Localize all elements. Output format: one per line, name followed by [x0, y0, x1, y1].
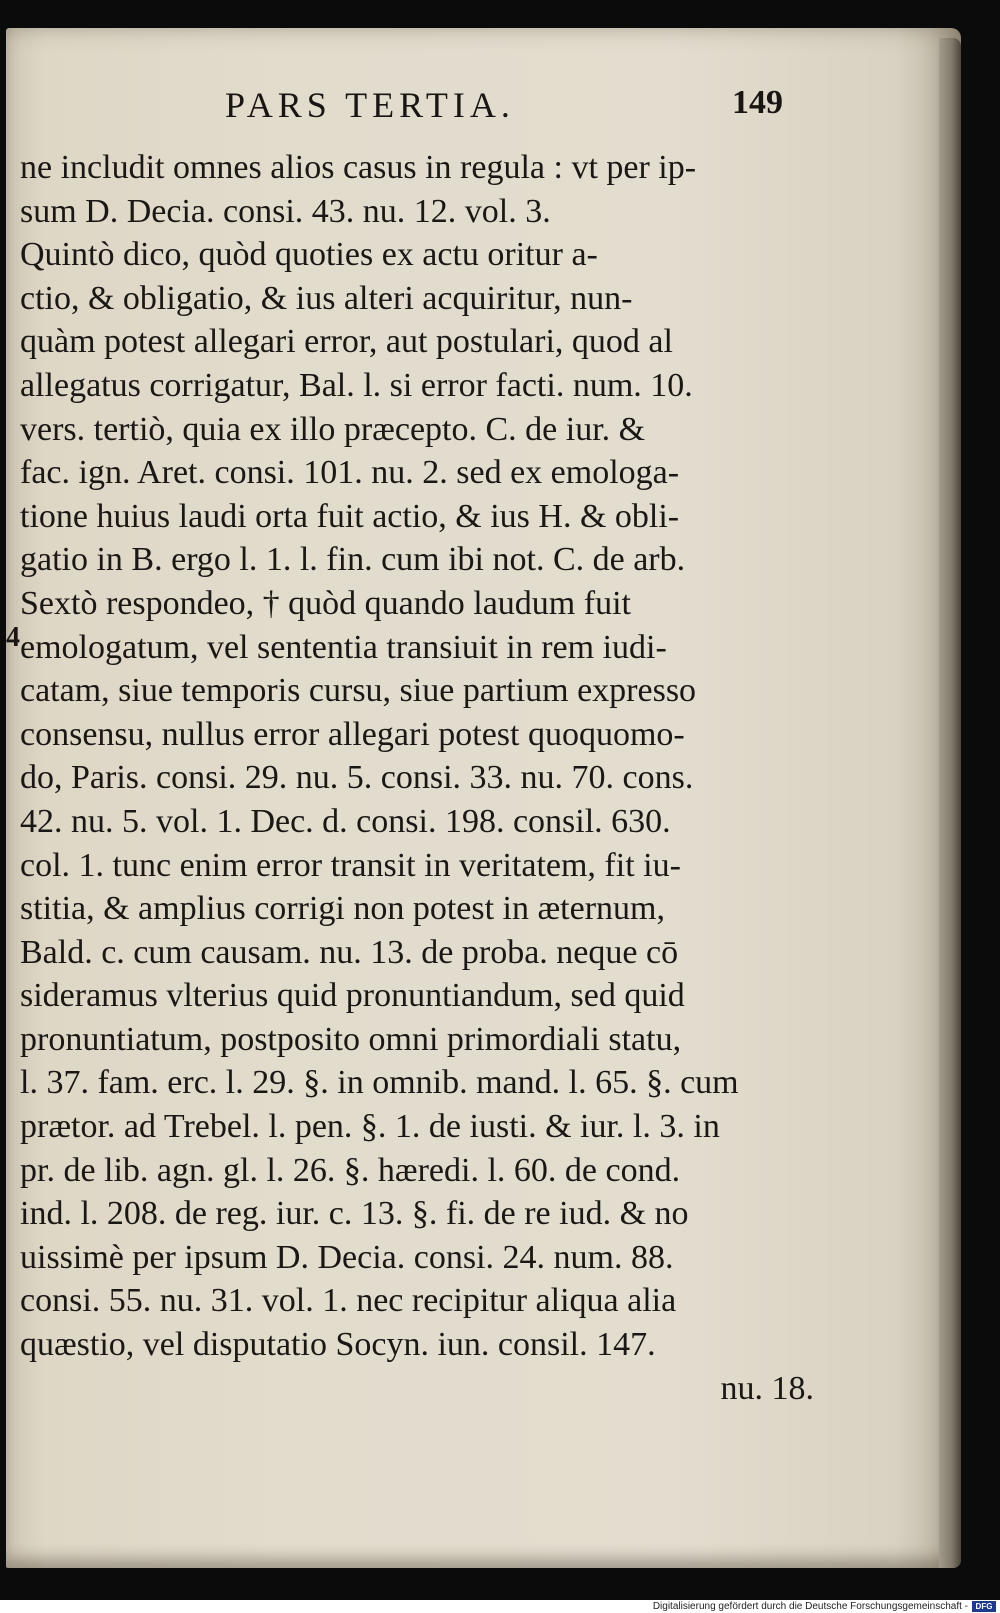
- text-line: l. 37. fam. erc. l. 29. §. in omnib. mand. l. 65. §. cum: [20, 1064, 739, 1102]
- dfg-logo: DFG: [972, 1601, 996, 1612]
- text-line: Quintò dico, quòd quoties ex actu oritur a-: [20, 236, 598, 274]
- text-line: consensu, nullus error allegari potest quoquomo-: [20, 715, 685, 753]
- footer-credit: Digitalisierung gefördert durch die Deutsche Forschungsgemeinschaft -: [652, 1601, 968, 1612]
- text-line: consi. 55. nu. 31. vol. 1. nec recipitur aliqua alia: [20, 1282, 677, 1320]
- text-line: prætor. ad Trebel. l. pen. §. 1. de iusti. & iur. l. 3. in: [20, 1108, 720, 1146]
- text-line: sideramus vlterius quid pronuntiandum, sed quid: [20, 977, 685, 1015]
- text-line: sum D. Decia. consi. 43. nu. 12. vol. 3.: [20, 192, 551, 230]
- book-page: [6, 28, 961, 1568]
- text-line: quæstio, vel disputatio Socyn. iun. consil. 147.: [20, 1326, 656, 1364]
- page-edge: [939, 38, 961, 1568]
- text-line: emologatum, vel sententia transiuit in rem iudi-: [20, 628, 667, 666]
- text-line: catam, siue temporis cursu, siue partium expresso: [20, 672, 697, 710]
- text-line: quàm potest allegari error, aut postulari, quod al: [20, 323, 673, 361]
- page-number: 149: [732, 84, 783, 121]
- text-line-catchword: nu. 18.: [720, 1369, 814, 1407]
- text-line: tione huius laudi orta fuit actio, & ius H. & obli-: [20, 497, 680, 535]
- text-line: ne includit omnes alios casus in regula : vt per ip-: [20, 149, 697, 186]
- text-line: fac. ign. Aret. consi. 101. nu. 2. sed ex emologa-: [20, 454, 680, 492]
- text-line: col. 1. tunc enim error transit in veritatem, fit iu-: [20, 846, 681, 884]
- body-text: [20, 146, 820, 1410]
- margin-note: 4: [6, 622, 20, 653]
- text-line: uissimè per ipsum D. Decia. consi. 24. num. 88.: [20, 1238, 674, 1276]
- page-header: [6, 84, 961, 134]
- text-line: allegatus corrigatur, Bal. l. si error facti. num. 10.: [20, 366, 693, 404]
- text-line: do, Paris. consi. 29. nu. 5. consi. 33. nu. 70. cons.: [20, 759, 694, 797]
- running-head: PARS TERTIA.: [225, 85, 515, 125]
- text-line: ctio, & obligatio, & ius alteri acquiritur, nun-: [20, 279, 633, 317]
- text-line: Bald. c. cum causam. nu. 13. de proba. neque cō: [20, 933, 679, 971]
- text-line: ind. l. 208. de reg. iur. c. 13. §. fi. de re iud. & no: [20, 1195, 689, 1233]
- text-line: Sextò respondeo, † quòd quando laudum fuit: [20, 584, 631, 622]
- text-line: gatio in B. ergo l. 1. l. fin. cum ibi not. C. de arb.: [20, 541, 686, 579]
- text-line: pronuntiatum, postposito omni primordiali statu,: [20, 1020, 682, 1058]
- text-line: stitia, & amplius corrigi non potest in æternum,: [20, 890, 665, 928]
- text-line: pr. de lib. agn. gl. l. 26. §. hæredi. l. 60. de cond.: [20, 1151, 681, 1189]
- text-line: 42. nu. 5. vol. 1. Dec. d. consi. 198. consil. 630.: [20, 802, 671, 840]
- text-line: vers. tertiò, quia ex illo præcepto. C. de iur. &: [20, 410, 646, 448]
- footer-bar: [0, 1600, 1000, 1613]
